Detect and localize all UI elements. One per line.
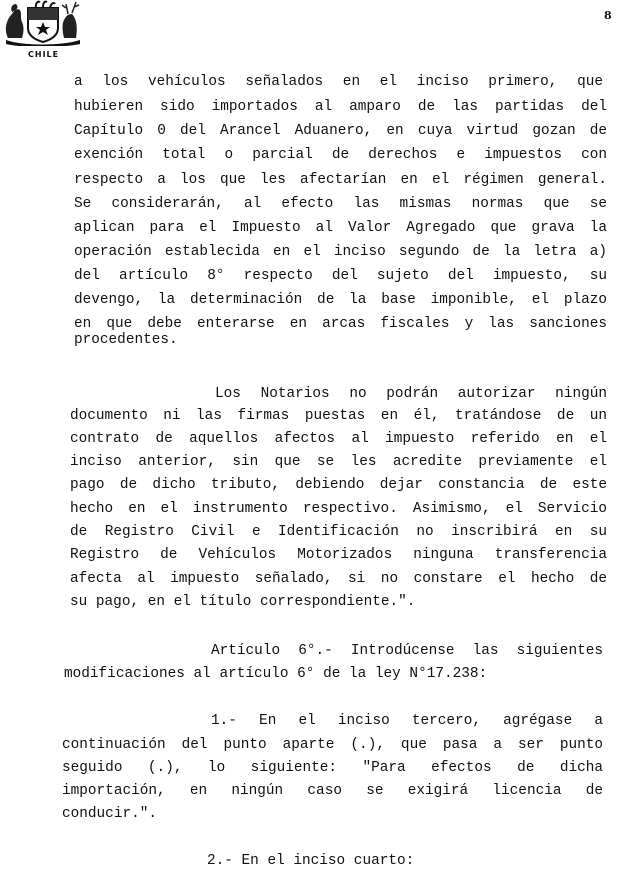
page-number: 8 (604, 9, 612, 22)
text-line: documento ni las firmas puestas en él, tratándose de un (70, 408, 607, 424)
text-line: aplican para el Impuesto al Valor Agregado que grava la (74, 220, 607, 236)
text-line: inciso anterior, sin que se les acredite previamente el (70, 454, 607, 470)
text-line: exención total o parcial de derechos e impuestos con (74, 147, 607, 163)
text-line: afecta al impuesto señalado, si no constare el hecho de (70, 571, 607, 587)
text-line: su pago, en el título correspondiente.". (70, 594, 416, 610)
text-line: continuación del punto aparte (.), que pasa a ser punto (62, 737, 603, 753)
seal-caption: CHILE (28, 50, 60, 59)
text-line: operación establecida en el inciso segundo de la letra a) (74, 244, 607, 260)
text-line: modificaciones al artículo 6° de la ley N°17.238: (64, 666, 488, 682)
text-line: hecho en el instrumento respectivo. Asimismo, el Servicio (70, 501, 607, 517)
text-line: Artículo 6°.- Introdúcense las siguientes (211, 643, 603, 659)
text-line: de Registro Civil e Identificación no inscribirá en su (70, 524, 607, 540)
text-line: 2.- En el inciso cuarto: (207, 853, 415, 869)
text-line: en que debe enterarse en arcas fiscales y las sanciones (74, 316, 607, 332)
text-line: Registro de Vehículos Motorizados ninguna transferencia (70, 547, 607, 563)
text-line: Capítulo 0 del Arancel Aduanero, en cuya virtud gozan de (74, 123, 607, 139)
text-line: 1.- En el inciso tercero, agrégase a (211, 713, 603, 729)
text-line: hubieren sido importados al amparo de las partidas del (74, 99, 607, 115)
text-line: del artículo 8° respecto del sujeto del impuesto, su (74, 268, 607, 284)
text-line: importación, en ningún caso se exigirá licencia de (62, 783, 603, 799)
chilean-coat-of-arms-icon (2, 0, 84, 46)
text-line: contrato de aquellos afectos al impuesto referido en el (70, 431, 607, 447)
text-line: pago de dicho tributo, debiendo dejar constancia de este (70, 477, 607, 493)
text-line: a los vehículos señalados en el inciso primero, que (74, 74, 603, 90)
text-line: respecto a los que les afectarían en el régimen general. (74, 172, 607, 188)
text-line: procedentes. (74, 332, 178, 348)
text-line: conducir.". (62, 806, 157, 822)
text-line: seguido (.), lo siguiente: "Para efectos de dicha (62, 760, 603, 776)
text-line: Se considerarán, al efecto las mismas normas que se (74, 196, 607, 212)
text-line: devengo, la determinación de la base imponible, el plazo (74, 292, 607, 308)
text-line: Los Notarios no podrán autorizar ningún (215, 386, 607, 402)
